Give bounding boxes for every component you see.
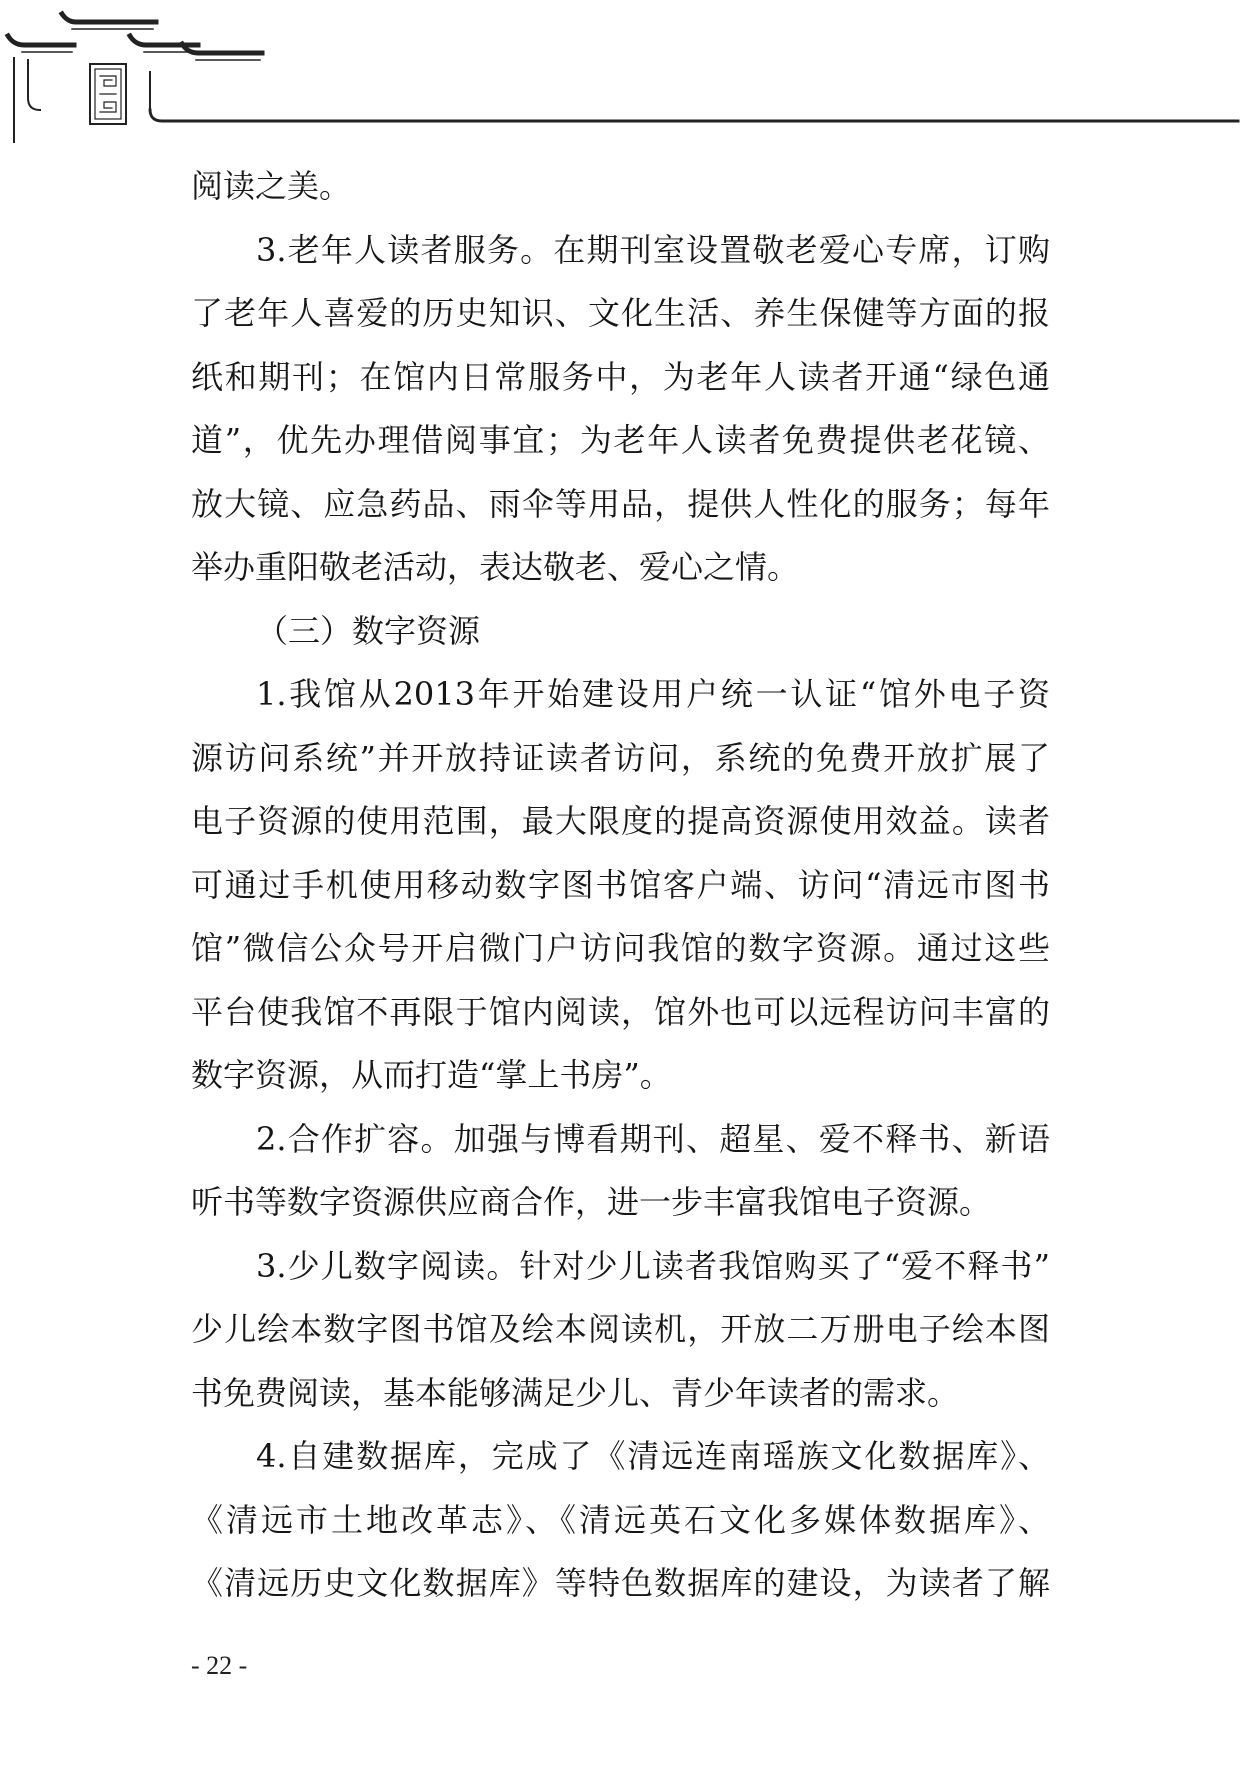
paragraph-databases [191,1425,1050,1616]
text-line: 平台使我馆不再限于馆内阅读，馆外也可以远程访问丰富的 [191,992,1050,1031]
text-line: 道”，优先办理借阅事宜；为老年人读者免费提供老花镜、 [191,421,1050,459]
text-line: 3.少儿数字阅读。针对少儿读者我馆购买了“爱不释书” [256,1246,1050,1285]
text-line: 阅读之美。 [191,167,352,205]
text-line: 举办重阳敬老活动，表达敬老、爱心之情。 [191,548,800,586]
text-line: 1.我馆从2013年开始建设用户统一认证“馆外电子资 [256,675,1050,713]
text-line: 《清远历史文化数据库》等特色数据库的建设，为读者了解 [191,1564,1050,1602]
text-line: 可通过手机使用移动数字图书馆客户端、访问“清远市图书 [191,865,1050,904]
text-line: 源访问系统”并开放持证读者访问，系统的免费开放扩展了 [191,738,1050,777]
text-line: 馆”微信公众号开启微门户访问我馆的数字资源。通过这些 [191,929,1050,967]
text-line: 数字资源，从而打造“掌上书房”。 [191,1056,672,1094]
document-body [191,155,1050,1616]
text-line: 少儿绘本数字图书馆及绘本阅读机，开放二万册电子绘本图 [191,1310,1050,1348]
left-wall-inner [28,60,40,110]
text-line: 3.老年人读者服务。在期刊室设置敬老爱心专席，订购 [256,230,1050,269]
section-heading [191,600,1050,664]
paragraph-children-reading [191,1235,1050,1426]
header-rule [150,110,1238,121]
roof-right-eave [130,36,198,45]
text-line: 听书等数字资源供应商合作，进一步丰富我馆电子资源。 [191,1183,992,1221]
paragraph-continued [191,155,1050,219]
text-line: 书免费阅读，基本能够满足少儿、青少年读者的需求。 [191,1373,960,1412]
eave-ornament-icon [0,0,1249,150]
window-fret [100,76,116,112]
text-line: 4.自建数据库，完成了《清远连南瑶族文化数据库》、 [256,1437,1050,1475]
text-line: 《清远市土地改革志》、《清远英石文化多媒体数据库》、 [191,1500,1050,1539]
text-line: 了老年人喜爱的历史知识、文化生活、养生保健等方面的报 [191,294,1050,332]
text-line: 2.合作扩容。加强与博看期刊、超星、爱不释书、新语 [256,1119,1050,1158]
page-number: - 22 - [191,1651,248,1680]
section-heading-text: （三）数字资源 [256,611,481,650]
text-line: 纸和期刊；在馆内日常服务中，为老年人读者开通“绿色通 [191,357,1050,396]
text-line: 电子资源的使用范围，最大限度的提高资源使用效益。读者 [191,802,1050,840]
roof-top-eave [62,14,156,22]
roof-left-eave [8,36,74,45]
text-line: 放大镜、应急药品、雨伞等用品，提供人性化的服务；每年 [191,484,1050,523]
paragraph-elderly-service [191,219,1050,600]
paragraph-digital-access [191,663,1050,1108]
paragraph-cooperation [191,1108,1050,1235]
